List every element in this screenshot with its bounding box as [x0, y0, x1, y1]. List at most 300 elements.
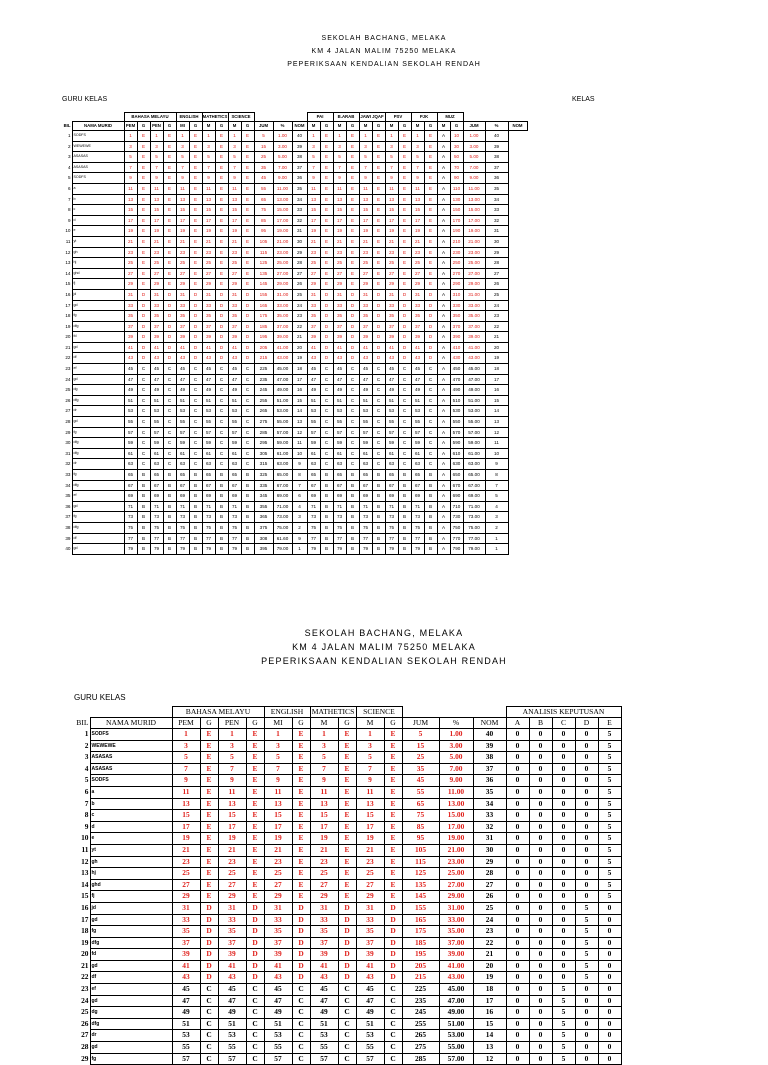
mark-cell: 9 [264, 775, 292, 787]
grade-cell: C [384, 1042, 402, 1054]
pct-cell: 67.00 [463, 480, 485, 491]
mark-cell: 7 [359, 162, 372, 173]
column-header: NAMA MURID [72, 122, 124, 131]
mark-cell: 31 [202, 289, 215, 300]
jum-cell: 45 [254, 173, 273, 184]
grade-cell: D [200, 937, 218, 949]
table-row [62, 205, 527, 216]
mark-cell: 5 [218, 752, 246, 764]
table-row [62, 385, 527, 396]
mark-cell: 37 [172, 937, 200, 949]
grade-cell: C [137, 459, 150, 470]
pct-cell: 69.00 [463, 491, 485, 502]
mark-cell: 25 [307, 258, 320, 269]
analysis-count: 0 [575, 868, 598, 880]
grade-cell: D [398, 332, 411, 343]
pct-cell: 1.00 [273, 131, 292, 142]
grade-cell: C [398, 448, 411, 459]
grade-cell: E [320, 226, 333, 237]
mark-cell: 45 [333, 364, 346, 375]
mark-cell: 9 [359, 173, 372, 184]
jum-cell: 265 [402, 1030, 439, 1042]
column-header: G [246, 718, 264, 729]
grade-cell: B [215, 501, 228, 512]
subject-header: MATHETICS [202, 113, 228, 122]
column-header: G [200, 718, 218, 729]
pct-cell: 19.00 [273, 226, 292, 237]
analysis-count: 0 [529, 810, 552, 822]
grade-cell: E [200, 868, 218, 880]
mark-cell: 75 [359, 522, 372, 533]
jum-cell: 730 [450, 512, 463, 523]
grade-cell: E [320, 152, 333, 163]
mark-cell: 73 [307, 512, 320, 523]
table-row [62, 152, 527, 163]
muz-cell: A [437, 258, 450, 269]
analysis-count: 0 [598, 902, 621, 914]
grade-cell: E [241, 173, 254, 184]
grade-cell: B [320, 501, 333, 512]
blank-cell [292, 113, 307, 122]
column-header: M [333, 122, 346, 131]
grade-cell: B [137, 544, 150, 555]
mark-cell: 19 [411, 226, 424, 237]
grade-cell: E [346, 183, 359, 194]
jum-cell: 335 [254, 480, 273, 491]
mark-cell: 67 [307, 480, 320, 491]
table-row [72, 786, 621, 798]
table-row [72, 798, 621, 810]
column-header: MI [264, 718, 292, 729]
mark-cell: 1 [359, 131, 372, 142]
nom-cell: 36 [292, 173, 307, 184]
grade-cell: E [424, 194, 437, 205]
grade-cell: E [189, 236, 202, 247]
mark-cell: 23 [176, 247, 189, 258]
mark-cell: 71 [359, 501, 372, 512]
table-row [62, 438, 527, 449]
analysis-count: 0 [552, 914, 575, 926]
pct-cell: 11.00 [439, 786, 473, 798]
mark-cell: 25 [385, 258, 398, 269]
grade-cell: E [241, 247, 254, 258]
grade-cell: E [241, 152, 254, 163]
mark-cell: 55 [218, 1042, 246, 1054]
grade-cell: B [163, 522, 176, 533]
analysis-count: 0 [506, 833, 529, 845]
column-header: M [359, 122, 372, 131]
grade-cell: E [200, 740, 218, 752]
mark-cell: 77 [124, 533, 137, 544]
blank-cell [254, 113, 273, 122]
mark-cell: 41 [202, 342, 215, 353]
mark-cell: 41 [218, 960, 246, 972]
analysis-count: 0 [598, 1007, 621, 1019]
nom-cell: 39 [292, 141, 307, 152]
pct-cell: 15.00 [273, 205, 292, 216]
jum-cell: 195 [402, 949, 439, 961]
mark-cell: 41 [172, 960, 200, 972]
jum-cell: 195 [254, 332, 273, 343]
nom-cell: 12 [485, 427, 508, 438]
grade-cell: C [372, 438, 385, 449]
analysis-count: 0 [506, 914, 529, 926]
table-row [62, 459, 527, 470]
jum-cell: 590 [450, 438, 463, 449]
muz-cell: A [437, 173, 450, 184]
mark-cell: 15 [333, 205, 346, 216]
analysis-count: 5 [575, 902, 598, 914]
grade-cell: B [372, 522, 385, 533]
grade-cell: E [200, 786, 218, 798]
analysis-count: 0 [552, 891, 575, 903]
table-row [62, 183, 527, 194]
mark-cell: 47 [172, 995, 200, 1007]
student-name: dfg [72, 395, 124, 406]
nom-cell: 20 [473, 960, 506, 972]
mark-cell: 39 [202, 332, 215, 343]
mark-cell: 73 [333, 512, 346, 523]
mark-cell: 5 [124, 152, 137, 163]
column-header: M [356, 718, 384, 729]
jum-cell: 25 [254, 152, 273, 163]
mark-cell: 17 [385, 215, 398, 226]
mark-cell: 75 [150, 522, 163, 533]
muz-cell: A [437, 268, 450, 279]
grade-cell: E [292, 868, 310, 880]
blank-cell [72, 113, 124, 122]
nom-cell: 31 [292, 226, 307, 237]
column-header: NOM [508, 122, 527, 131]
jum-cell: 165 [254, 300, 273, 311]
jum-cell: 125 [402, 868, 439, 880]
jum-cell: 305 [254, 448, 273, 459]
grade-cell: C [292, 1053, 310, 1065]
analysis-count: 5 [598, 833, 621, 845]
mark-cell: 71 [411, 501, 424, 512]
nom-cell: 40 [292, 131, 307, 142]
mark-cell: 13 [356, 798, 384, 810]
grade-cell: E [338, 844, 356, 856]
pct-cell: 57.00 [273, 427, 292, 438]
table-row [72, 984, 621, 996]
subject-header: ENGLISH [264, 707, 310, 718]
jum-cell: 15 [254, 141, 273, 152]
nom-cell: 15 [292, 395, 307, 406]
mark-cell: 65 [333, 470, 346, 481]
pct-cell: 73.00 [273, 512, 292, 523]
mark-cell: 3 [176, 141, 189, 152]
jum-cell: 210 [450, 236, 463, 247]
grade-cell: C [189, 448, 202, 459]
mark-cell: 11 [172, 786, 200, 798]
mark-cell: 69 [228, 491, 241, 502]
grade-cell: D [246, 937, 264, 949]
mark-cell: 3 [359, 141, 372, 152]
pct-cell: 47.00 [439, 995, 473, 1007]
grade-cell: C [215, 385, 228, 396]
mark-cell: 31 [333, 289, 346, 300]
grade-cell: E [424, 173, 437, 184]
grade-cell: C [246, 1007, 264, 1019]
grade-cell: D [346, 311, 359, 322]
grade-cell: E [246, 740, 264, 752]
mark-cell: 61 [124, 448, 137, 459]
mark-cell: 17 [150, 215, 163, 226]
mark-cell: 15 [356, 810, 384, 822]
pct-cell: 51.00 [273, 395, 292, 406]
muz-cell: A [437, 226, 450, 237]
nom-cell: 18 [473, 984, 506, 996]
grade-cell: E [163, 258, 176, 269]
table-row [72, 949, 621, 961]
jum-cell: 315 [254, 459, 273, 470]
mark-cell: 17 [202, 215, 215, 226]
muz-cell: A [437, 141, 450, 152]
mark-cell: 1 [228, 131, 241, 142]
analysis-count: 5 [598, 810, 621, 822]
grade-cell: E [320, 268, 333, 279]
mark-cell: 31 [176, 289, 189, 300]
pct-cell: 53.00 [439, 1030, 473, 1042]
mark-cell: 79 [150, 544, 163, 555]
grade-cell: B [398, 480, 411, 491]
grade-cell: E [372, 279, 385, 290]
nom-cell: 32 [485, 215, 508, 226]
nom-cell: 9 [292, 459, 307, 470]
analysis-count: 0 [506, 775, 529, 787]
jum-cell: 325 [254, 470, 273, 481]
nom-cell: 15 [485, 395, 508, 406]
mark-cell: 49 [264, 1007, 292, 1019]
jum-cell: 70 [450, 162, 463, 173]
analysis-count: 5 [598, 786, 621, 798]
analysis-count: 0 [575, 833, 598, 845]
grade-cell: C [346, 427, 359, 438]
grade-cell: E [215, 268, 228, 279]
grade-cell: E [338, 879, 356, 891]
grade-cell: E [372, 258, 385, 269]
mark-cell: 27 [356, 879, 384, 891]
mark-cell: 63 [333, 459, 346, 470]
bil-cell: 22 [81, 972, 89, 982]
grade-cell: E [292, 775, 310, 787]
mark-cell: 77 [228, 533, 241, 544]
mark-cell: 51 [124, 395, 137, 406]
bil-cell: 20 [65, 334, 71, 340]
grade-cell: B [215, 522, 228, 533]
mark-cell: 29 [307, 279, 320, 290]
mark-cell: 73 [385, 512, 398, 523]
grade-cell: B [424, 491, 437, 502]
table-row [72, 1030, 621, 1042]
bil-cell: 24 [81, 995, 89, 1005]
mark-cell: 55 [228, 417, 241, 428]
jum-cell: 115 [254, 247, 273, 258]
mark-cell: 47 [202, 374, 215, 385]
mark-cell: 39 [176, 332, 189, 343]
analysis-count: 0 [506, 763, 529, 775]
school-address: KM 4 JALAN MALIM 75250 MELAKA [311, 48, 457, 55]
grade-cell: E [424, 162, 437, 173]
jum-cell: 355 [254, 501, 273, 512]
table-row [62, 226, 527, 237]
jum-cell: 5 [254, 131, 273, 142]
grade-cell: D [384, 972, 402, 984]
mark-cell: 39 [385, 332, 398, 343]
grade-cell: E [241, 205, 254, 216]
analysis-count: 5 [552, 1030, 575, 1042]
grade-cell: E [372, 268, 385, 279]
mark-cell: 11 [228, 183, 241, 194]
muz-cell: A [437, 300, 450, 311]
table-row [62, 417, 527, 428]
bil-cell: 21 [81, 960, 89, 970]
bil-cell: 15 [65, 281, 71, 287]
mark-cell: 3 [411, 141, 424, 152]
grade-cell: B [424, 544, 437, 555]
analysis-count: 0 [598, 1030, 621, 1042]
school-name-2: SEKOLAH BACHANG, MELAKA [304, 628, 464, 638]
mark-cell: 55 [176, 417, 189, 428]
mark-cell: 55 [359, 417, 372, 428]
mark-cell: 69 [202, 491, 215, 502]
mark-cell: 19 [172, 833, 200, 845]
grade-cell: E [241, 258, 254, 269]
column-header: G [292, 718, 310, 729]
mark-cell: 11 [307, 183, 320, 194]
column-header: M [228, 122, 241, 131]
grade-cell: E [346, 236, 359, 247]
mark-cell: 45 [150, 364, 163, 375]
mark-cell: 19 [202, 226, 215, 237]
muz-cell: A [437, 162, 450, 173]
mark-cell: 15 [310, 810, 338, 822]
mark-cell: 77 [385, 533, 398, 544]
mark-cell: 49 [172, 1007, 200, 1019]
mark-cell: 49 [359, 385, 372, 396]
mark-cell: 33 [411, 300, 424, 311]
pct-cell: 25.00 [273, 258, 292, 269]
mark-cell: 7 [333, 162, 346, 173]
pct-cell: 21.00 [273, 236, 292, 247]
analysis-count: 0 [529, 1030, 552, 1042]
mark-cell: 1 [310, 729, 338, 741]
bil-cell: 22 [65, 355, 71, 361]
mark-cell: 51 [310, 1018, 338, 1030]
mark-cell: 57 [218, 1053, 246, 1065]
grade-cell: C [398, 438, 411, 449]
jum-cell: 450 [450, 364, 463, 375]
nom-cell: 15 [473, 1018, 506, 1030]
jum-cell: 770 [450, 533, 463, 544]
student-name: ef [72, 364, 124, 375]
grade-cell: B [372, 491, 385, 502]
grade-cell: B [398, 501, 411, 512]
mark-cell: 61 [307, 448, 320, 459]
grade-cell: E [189, 226, 202, 237]
grade-cell: C [163, 374, 176, 385]
grade-cell: D [338, 902, 356, 914]
mark-cell: 27 [310, 879, 338, 891]
grade-cell: B [320, 470, 333, 481]
mark-cell: 17 [176, 215, 189, 226]
grade-cell: E [215, 215, 228, 226]
grade-cell: E [246, 729, 264, 741]
column-header: PEN [150, 122, 163, 131]
mark-cell: 19 [218, 833, 246, 845]
pct-cell: 17.00 [463, 215, 485, 226]
pct-cell: 63.00 [463, 459, 485, 470]
mark-cell: 15 [176, 205, 189, 216]
bil-cell: 23 [65, 366, 71, 372]
column-header: C [552, 718, 575, 729]
mark-cell: 15 [124, 205, 137, 216]
mark-cell: 7 [411, 162, 424, 173]
grade-cell: E [137, 162, 150, 173]
grade-cell: E [338, 775, 356, 787]
analysis-count: 5 [598, 844, 621, 856]
mark-cell: 73 [150, 512, 163, 523]
grade-cell: D [189, 289, 202, 300]
mark-cell: 19 [264, 833, 292, 845]
mark-cell: 43 [124, 353, 137, 364]
mark-cell: 37 [264, 937, 292, 949]
mark-cell: 65 [202, 470, 215, 481]
pct-cell: 39.00 [273, 332, 292, 343]
nom-cell: 16 [473, 1007, 506, 1019]
bil-cell: 28 [65, 419, 71, 425]
mark-cell: 45 [307, 364, 320, 375]
grade-cell: D [384, 960, 402, 972]
student-name: gh [72, 247, 124, 258]
grade-cell: E [398, 141, 411, 152]
grade-cell: E [292, 752, 310, 764]
mark-cell: 33 [150, 300, 163, 311]
mark-cell: 55 [307, 417, 320, 428]
analysis-count: 0 [506, 972, 529, 984]
nom-cell: 18 [485, 364, 508, 375]
result-table-full [62, 112, 528, 555]
school-name: SEKOLAH BACHANG, MELAKA [321, 35, 447, 42]
grade-cell: D [137, 332, 150, 343]
grade-cell: C [189, 417, 202, 428]
nom-cell: 31 [473, 833, 506, 845]
grade-cell: E [320, 173, 333, 184]
table-row [72, 891, 621, 903]
grade-cell: E [398, 279, 411, 290]
bil-cell: 35 [65, 493, 71, 499]
student-name: gd [72, 300, 124, 311]
student-name: dg [72, 385, 124, 396]
grade-cell: E [398, 152, 411, 163]
grade-cell: B [137, 533, 150, 544]
jum-cell: 215 [402, 972, 439, 984]
mark-cell: 57 [307, 427, 320, 438]
grade-cell: E [338, 740, 356, 752]
mark-cell: 19 [310, 833, 338, 845]
grade-cell: D [189, 311, 202, 322]
grade-cell: E [215, 247, 228, 258]
grade-cell: E [189, 173, 202, 184]
grade-cell: C [346, 448, 359, 459]
student-name: WEWEWE [90, 740, 172, 752]
pct-cell: 31.00 [273, 289, 292, 300]
grade-cell: D [241, 300, 254, 311]
mark-cell: 55 [124, 417, 137, 428]
grade-cell: B [163, 470, 176, 481]
grade-cell: E [346, 194, 359, 205]
